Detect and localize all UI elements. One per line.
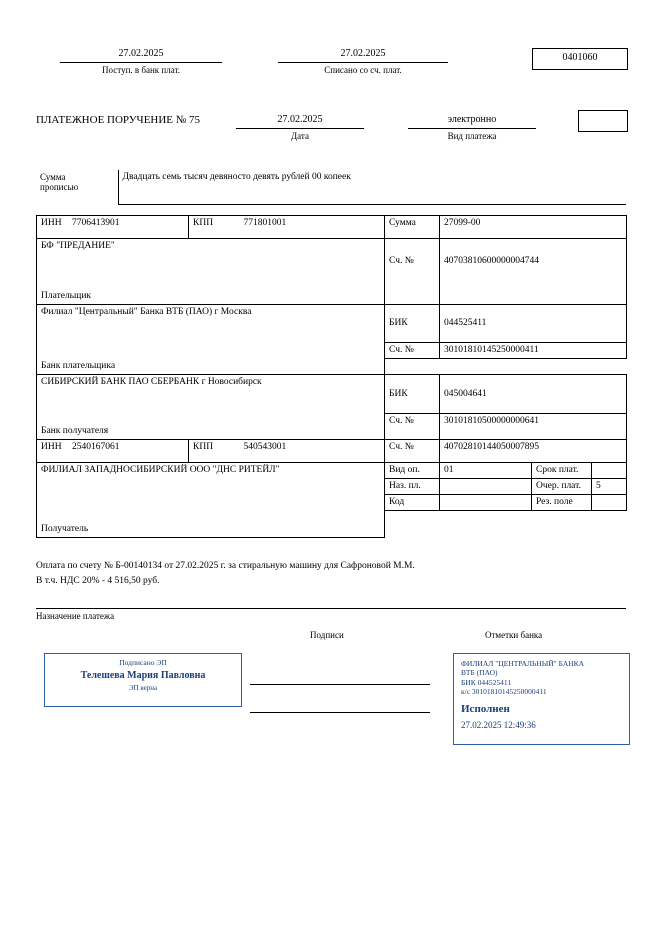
payee-inn-label: ИНН	[41, 442, 62, 453]
amount-in-words-section	[36, 170, 626, 205]
bank-stamp-corr-account: к/с 30101810145250000411	[461, 687, 547, 697]
reserve-value	[592, 495, 627, 511]
table-row	[37, 343, 627, 359]
payer-bank-name-pad	[37, 327, 385, 343]
payer-account-value: 40703810600000004744	[440, 254, 627, 280]
payee-caption: Получатель	[37, 511, 385, 538]
op-kind-value: 01	[440, 463, 532, 479]
spacer-cell	[592, 511, 627, 538]
payer-account-value-spacer	[440, 239, 627, 254]
document-title: ПЛАТЕЖНОЕ ПОРУЧЕНИЕ № 75	[36, 114, 201, 126]
stamp-signed-label: Подписано ЭП	[119, 658, 167, 667]
doc-date-value: 27.02.2025	[277, 114, 323, 125]
spacer-cell	[385, 511, 440, 538]
purpose-caption: Назначение платежа	[36, 611, 115, 621]
payer-bank-caption: Банк плательщика	[37, 343, 385, 375]
payer-inn-label: ИНН	[41, 218, 62, 228]
payee-inn-value: 2540167061	[71, 442, 120, 453]
payer-account-label: Сч. №	[385, 254, 440, 280]
amount-words-value-cell: Двадцать семь тысяч девяносто девять рублей 00 копеек	[118, 170, 626, 204]
spacer-cell	[440, 511, 532, 538]
table-row	[37, 440, 627, 463]
table-row	[37, 463, 627, 479]
payment-kind-label: Вид платежа	[447, 131, 497, 141]
payer-account-pad2	[440, 280, 627, 305]
table-row	[37, 375, 627, 398]
bank-marks-label: Отметки банка	[485, 630, 543, 640]
payer-kpp-value: 771801001	[243, 218, 287, 228]
payee-kpp-cell	[189, 440, 385, 463]
written-off-date-label: Списано со сч. плат.	[324, 65, 402, 75]
bank-stamp-line-1: ФИЛИАЛ "ЦЕНТРАЛЬНЫЙ" БАНКА	[461, 659, 585, 668]
payer-bank-bik-value: 044525411	[440, 304, 627, 343]
purpose-line-2: В т.ч. НДС 20% - 4 516,50 руб.	[36, 576, 160, 586]
code-label: Код	[385, 495, 440, 511]
received-date-label: Поступ. в банк плат.	[102, 65, 180, 75]
payer-kpp-label: КПП	[193, 218, 214, 228]
electronic-signature-stamp	[44, 653, 242, 707]
signature-line-1	[250, 684, 430, 685]
payee-bank-account-value: 30101810500000000641	[440, 413, 627, 440]
payee-account-label: Сч. №	[385, 440, 440, 463]
purpose-line-1: Оплата по счету № Б-00140134 от 27.02.2025 г. за стиральную машину для Сафроновой М.М.	[36, 561, 415, 571]
payee-kpp-label: КПП	[193, 442, 214, 453]
payment-kind-box	[578, 110, 628, 132]
doc-date-rule	[236, 128, 364, 129]
amount-words-label-cell	[36, 170, 118, 204]
received-date-rule	[60, 62, 222, 63]
table-row	[37, 216, 627, 239]
payment-term-label: Срок плат.	[532, 463, 592, 479]
payer-inn-value: 7706413901	[71, 218, 120, 228]
received-date-value: 27.02.2025	[118, 48, 164, 59]
spacer-cell	[532, 511, 592, 538]
bank-stamp-datetime: 27.02.2025 12:49:36	[461, 720, 536, 731]
amount-words-label-line2: прописью	[40, 182, 79, 193]
payment-term-value	[592, 463, 627, 479]
doc-date-label: Дата	[291, 131, 309, 141]
signature-line-2	[250, 712, 430, 713]
table-row	[37, 304, 627, 327]
payee-inn-cell	[37, 440, 189, 463]
payer-bank-account-value: 30101810145250000411	[440, 343, 627, 359]
purpose-rule	[36, 608, 626, 609]
payment-kind-value: электронно	[447, 114, 497, 125]
code-value	[440, 495, 532, 511]
payer-bank-name: Филиал "Центральный" Банка ВТБ (ПАО) г Москва	[37, 304, 385, 327]
payer-bank-bik-label: БИК	[385, 304, 440, 343]
payment-purpose-code-label: Наз. пл.	[385, 479, 440, 495]
spacer-cell	[440, 359, 627, 375]
payer-caption: Плательщик	[37, 280, 385, 305]
payee-bank-name: СИБИРСКИЙ БАНК ПАО СБЕРБАНК г Новосибирск	[37, 375, 385, 398]
payee-kpp-value: 540543001	[243, 442, 287, 453]
payee-account-value: 40702810144050007895	[440, 440, 627, 463]
queue-value: 5	[592, 479, 627, 495]
amount-words-label-line1: Сумма	[40, 172, 66, 182]
reserve-label: Рез. поле	[532, 495, 592, 511]
amount-label-cell: Сумма	[385, 216, 440, 239]
table-row	[37, 413, 627, 440]
stamp-signer-name: Телешева Мария Павловна	[80, 670, 206, 681]
form-code-box: 0401060	[532, 48, 628, 70]
payment-purpose-code-value	[440, 479, 532, 495]
payer-inn-cell	[37, 216, 189, 239]
payer-name-cell: БФ "ПРЕДАНИЕ"	[37, 239, 385, 280]
payee-bank-bik-value: 045004641	[440, 375, 627, 414]
queue-label: Очер. плат.	[532, 479, 592, 495]
signatures-label: Подписи	[310, 630, 344, 640]
bank-stamp-bik: БИК 044525411	[461, 677, 512, 687]
payment-kind-rule	[408, 128, 536, 129]
table-row	[37, 511, 627, 538]
bank-execution-stamp	[453, 653, 630, 745]
payee-bank-account-label: Сч. №	[385, 413, 440, 440]
payee-bank-name-pad	[37, 397, 385, 413]
payee-bank-caption: Банк получателя	[37, 413, 385, 440]
written-off-date-value: 27.02.2025	[340, 48, 386, 59]
payer-account-label-spacer	[385, 239, 440, 254]
amount-value-cell: 27099-00	[440, 216, 627, 239]
table-row	[37, 280, 627, 305]
stamp-verified-label: ЭП верна	[128, 684, 158, 692]
spacer-cell	[385, 359, 440, 375]
payer-account-pad1	[385, 280, 440, 305]
op-kind-label: Вид оп.	[385, 463, 440, 479]
payer-bank-account-label: Сч. №	[385, 343, 440, 359]
written-off-rule	[278, 62, 448, 63]
table-row	[37, 239, 627, 254]
payee-bank-bik-label: БИК	[385, 375, 440, 414]
payee-name: ФИЛИАЛ ЗАПАДНОСИБИРСКИЙ ООО "ДНС РИТЕЙЛ"	[37, 463, 385, 511]
main-requisites-table	[36, 215, 627, 538]
payer-kpp-cell	[189, 216, 385, 239]
bank-stamp-line-2: ВТБ (ПАО)	[461, 668, 498, 678]
bank-stamp-status: Исполнен	[461, 702, 510, 715]
